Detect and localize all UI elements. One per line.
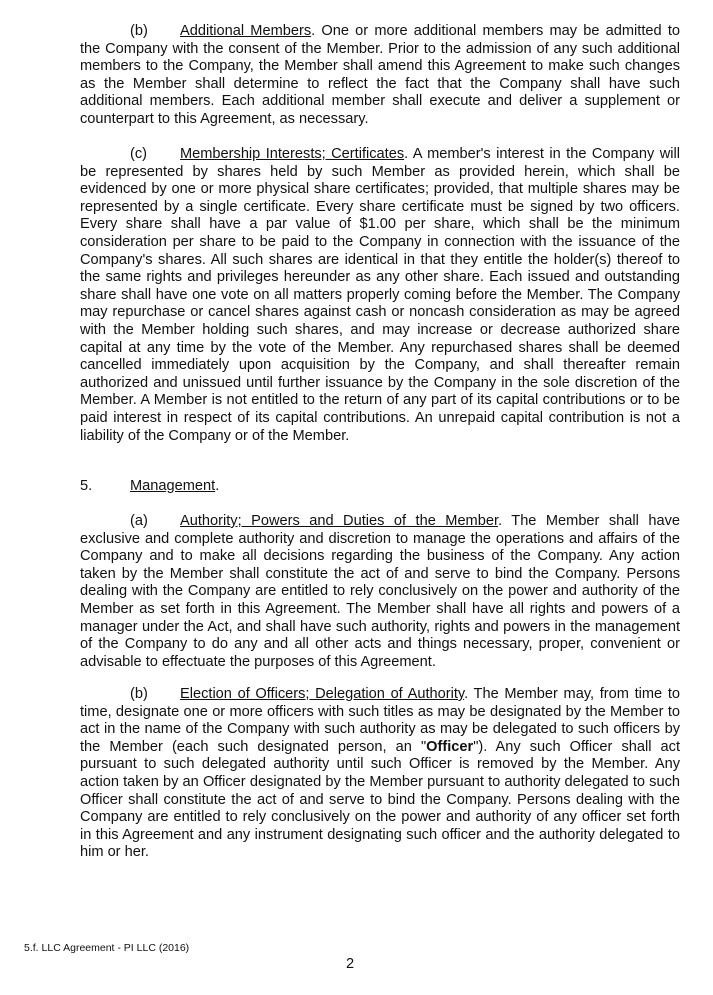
paragraph-body: . The Member may, from time to time, designate one or more officers with such titles as may be designated by the Member to act in the name of the Company with such authority as may be delegated to such officers by the Member (each such designated person, an " bbox=[80, 686, 680, 755]
paragraph-election-of-officers bbox=[80, 686, 680, 862]
paragraph-membership-interests bbox=[80, 146, 680, 445]
paragraph-label: (c) bbox=[130, 146, 148, 162]
paragraph-body: . One or more additional members may be admitted to the Company with the consent of the Member. Prior to the admission of any such additional members to the Company, the Member shall amend this Agreement to make such changes as the Member shall determine to reflect the fact that the Company shall have such additional members. Each additional member shall execute and deliver a supplement or counterpart to this Agreement, as necessary. bbox=[80, 23, 680, 127]
paragraph-additional-members bbox=[80, 23, 680, 129]
paragraph-title: Election of Officers; Delegation of Authority bbox=[180, 686, 465, 702]
section-heading-management bbox=[80, 478, 219, 496]
section-title: Management bbox=[130, 478, 216, 494]
footer-document-id: 5.f. LLC Agreement - PI LLC (2016) bbox=[24, 942, 190, 954]
paragraph-body: . A member's interest in the Company will be represented by shares held by such Member as provided herein, which shall be evidenced by one or more physical share certificates; provided, that multiple shares may be represented by a single certificate. Every share certificate must be signed by two officers. Every share shall have a par value of $1.00 per share, which shall be the minimum consideration per share to be paid to the Company in connection with the issuance of the Company's shares. All such shares are identical in that they entitle the holder(s) thereof to the same rights and privileges hereunder as any other share. Each issued and outstanding share shall have one vote on all matters properly coming before the Member. The Company may repurchase or cancel shares against cash or noncash consideration as may be agreed with the Member holding such shares, and may increase or decrease authorized share capital at any time by the vote of the Member. Any repurchased shares shall be deemed cancelled immediately upon acquisition by the Company, and shall thereafter remain authorized and unissued until further issuance by the Company in the sole discretion of the Member. A Member is not entitled to the return of any part of its capital contributions or to be paid interest in respect of its capital contributions. An unrepaid capital contribution is not a liability of the Company or of the Member. bbox=[80, 146, 680, 444]
section-title-period: . bbox=[215, 478, 220, 494]
paragraph-title: Authority; Powers and Duties of the Member bbox=[180, 513, 499, 529]
paragraph-label: (b) bbox=[130, 686, 148, 702]
page-number: 2 bbox=[346, 956, 355, 972]
paragraph-title: Membership Interests; Certificates bbox=[180, 146, 405, 162]
defined-term: Officer bbox=[426, 738, 474, 755]
paragraph-label: (a) bbox=[130, 513, 148, 529]
paragraph-label: (b) bbox=[130, 23, 148, 39]
paragraph-authority bbox=[80, 513, 680, 671]
paragraph-title: Additional Members bbox=[180, 23, 312, 39]
section-number: 5. bbox=[80, 478, 93, 494]
paragraph-body: . The Member shall have exclusive and complete authority and discretion to manage the operations and affairs of the Company and to make all decisions regarding the business of the Company. Any action taken by the Member shall constitute the act of and serve to bind the Company. Persons dealing with the Company are entitled to rely conclusively on the power and authority of the Member as set forth in this Agreement. The Member shall have all rights and powers of a manager under the Act, and shall have such authority, rights and powers in the management of the Company to do any and all other acts and things necessary, proper, convenient or advisable to effectuate the purposes of this Agreement. bbox=[80, 513, 681, 670]
paragraph-body-continued: "). Any such Officer shall act pursuant to such delegated authority until such Officer is removed by the Member. Any action taken by an Officer designated by the Member pursuant to authority delegated to such Officer shall constitute the act of and serve to bind the Company. Persons dealing with the Company are entitled to rely conclusively on the power and authority of any officer set forth in this Agreement and any instrument designating such officer and the authority delegated to him or her. bbox=[80, 738, 680, 861]
